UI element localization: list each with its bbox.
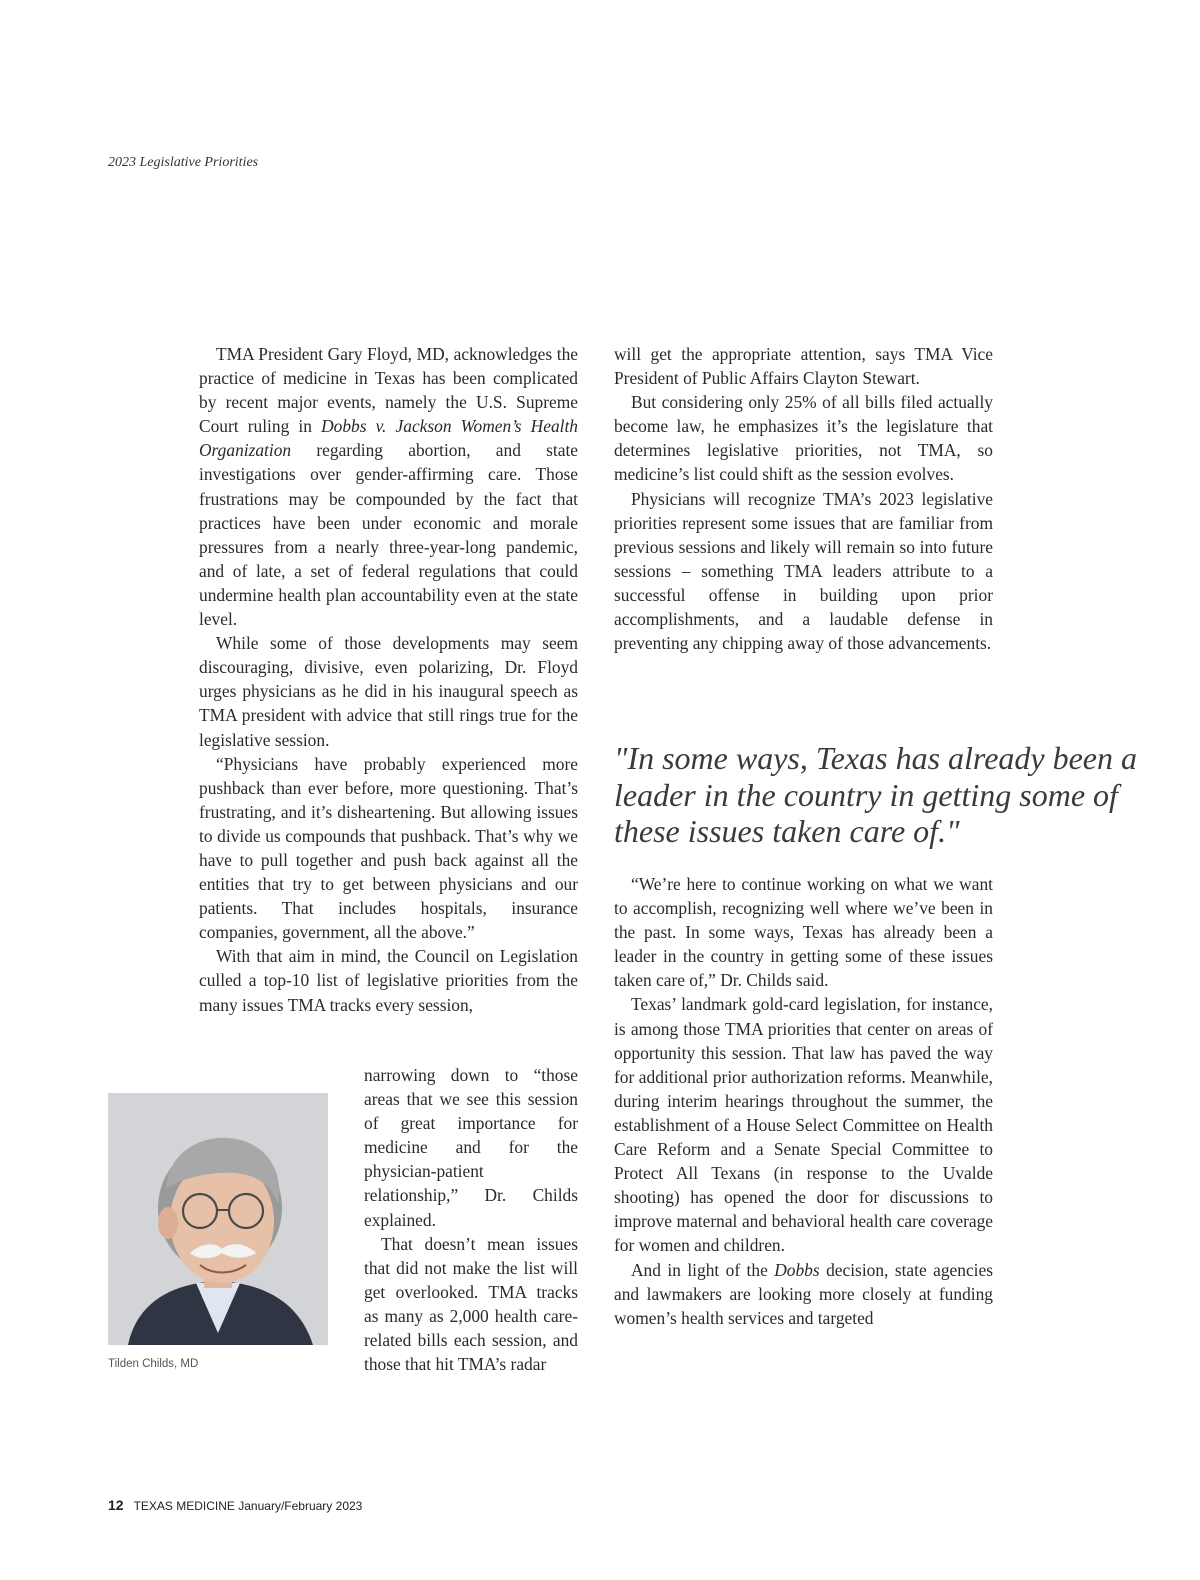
paragraph: While some of those developments may seem discouraging, divisive, even polarizing, Dr. Floyd urges physicians as he did in his inaugural speech as TMA president with advice that still rings true for the legislative session. bbox=[199, 633, 578, 750]
photo-caption: Tilden Childs, MD bbox=[108, 1358, 199, 1370]
paragraph: Texas’ landmark gold-card legislation, for instance, is among those TMA priorities that center on areas of opportunity this session. That law has paved the way for additional prior authorization reforms. Meanwhile, during interim hearings throughout the summer, the establishment of a House Select Committee on Health Care Reform and a Senate Special Committee to Protect All Texans (in response to the Uvalde shooting) has opened the door for discussions to improve maternal and behavioral health care coverage for women and children. bbox=[614, 994, 993, 1256]
pull-quote: "In some ways, Texas has already been a leader in the country in getting some of these issues taken care of." bbox=[614, 740, 1137, 849]
publication-name: TEXAS MEDICINE January/February 2023 bbox=[133, 1499, 363, 1513]
paragraph: TMA President Gary Floyd, MD, acknowledges the practice of medicine in Texas has been complicated by recent major events, namely the U.S. Supreme Court ruling in Dobbs v. Jackson Women’s Health Organization regarding abortion, and state investigations over gender-affirming care. Those frustrations may be compounded by the fact that practices have been under economic and morale pressures from a nearly three-year-long pandemic, and of late, a set of federal regulations that could undermine health plan accountability even at the state level. bbox=[199, 344, 578, 630]
paragraph: That doesn’t mean issues that did not make the list will get overlooked. TMA tracks as many as 2,000 health care-related bills each session, and those that hit TMA’s radar bbox=[364, 1233, 578, 1375]
section-label: 2023 Legislative Priorities bbox=[108, 155, 259, 170]
paragraph: narrowing down to “those areas that we see this session of great importance for medicine and for the physician-patient relationship,” Dr. Childs explained. bbox=[364, 1065, 578, 1230]
paragraph: Physicians will recognize TMA’s 2023 legislative priorities represent some issues that are familiar from previous sessions and likely will remain so into future sessions – something TMA leaders attribute to a successful offense in building upon prior accomplishments, and a laudable defense in preventing any chipping away of those advancements. bbox=[614, 488, 993, 654]
paragraph: But considering only 25% of all bills filed actually become law, he emphasizes it’s the legislature that determines legislative priorities, not TMA, so medicine’s list could shift as the session evolves. bbox=[614, 392, 993, 485]
article-column-right-top bbox=[614, 342, 993, 655]
paragraph: “Physicians have probably experienced more pushback than ever before, more questioning. That’s frustrating, and it’s disheartening. But allowing issues to divide us compounds that pushback. That’s why we have to pull together and push back against all the entities that try to get between physicians and our patients. That includes hospitals, insurance companies, government, all the above.” bbox=[199, 753, 578, 943]
article-column-left bbox=[199, 342, 578, 1017]
paragraph: will get the appropriate attention, says TMA Vice President of Public Affairs Clayton Stewart. bbox=[614, 344, 993, 389]
paragraph: “We’re here to continue working on what we want to accomplish, recognizing well where we’ve been in the past. In some ways, Texas has already been a leader in the country in getting some of these issues taken care of,” Dr. Childs said. bbox=[614, 874, 993, 991]
paragraph: And in light of the Dobbs decision, state agencies and lawmakers are looking more closely at funding women’s health services and targeted bbox=[614, 1259, 993, 1328]
page-footer bbox=[108, 1497, 362, 1513]
paragraph: With that aim in mind, the Council on Legislation culled a top-10 list of legislative priorities from the many issues TMA tracks every session, bbox=[199, 946, 578, 1015]
portrait-illustration bbox=[108, 1093, 328, 1345]
portrait-photo bbox=[108, 1093, 328, 1345]
article-column-left-narrow bbox=[364, 1063, 578, 1376]
article-column-right-bottom bbox=[614, 872, 993, 1330]
page-number: 12 bbox=[108, 1497, 124, 1513]
